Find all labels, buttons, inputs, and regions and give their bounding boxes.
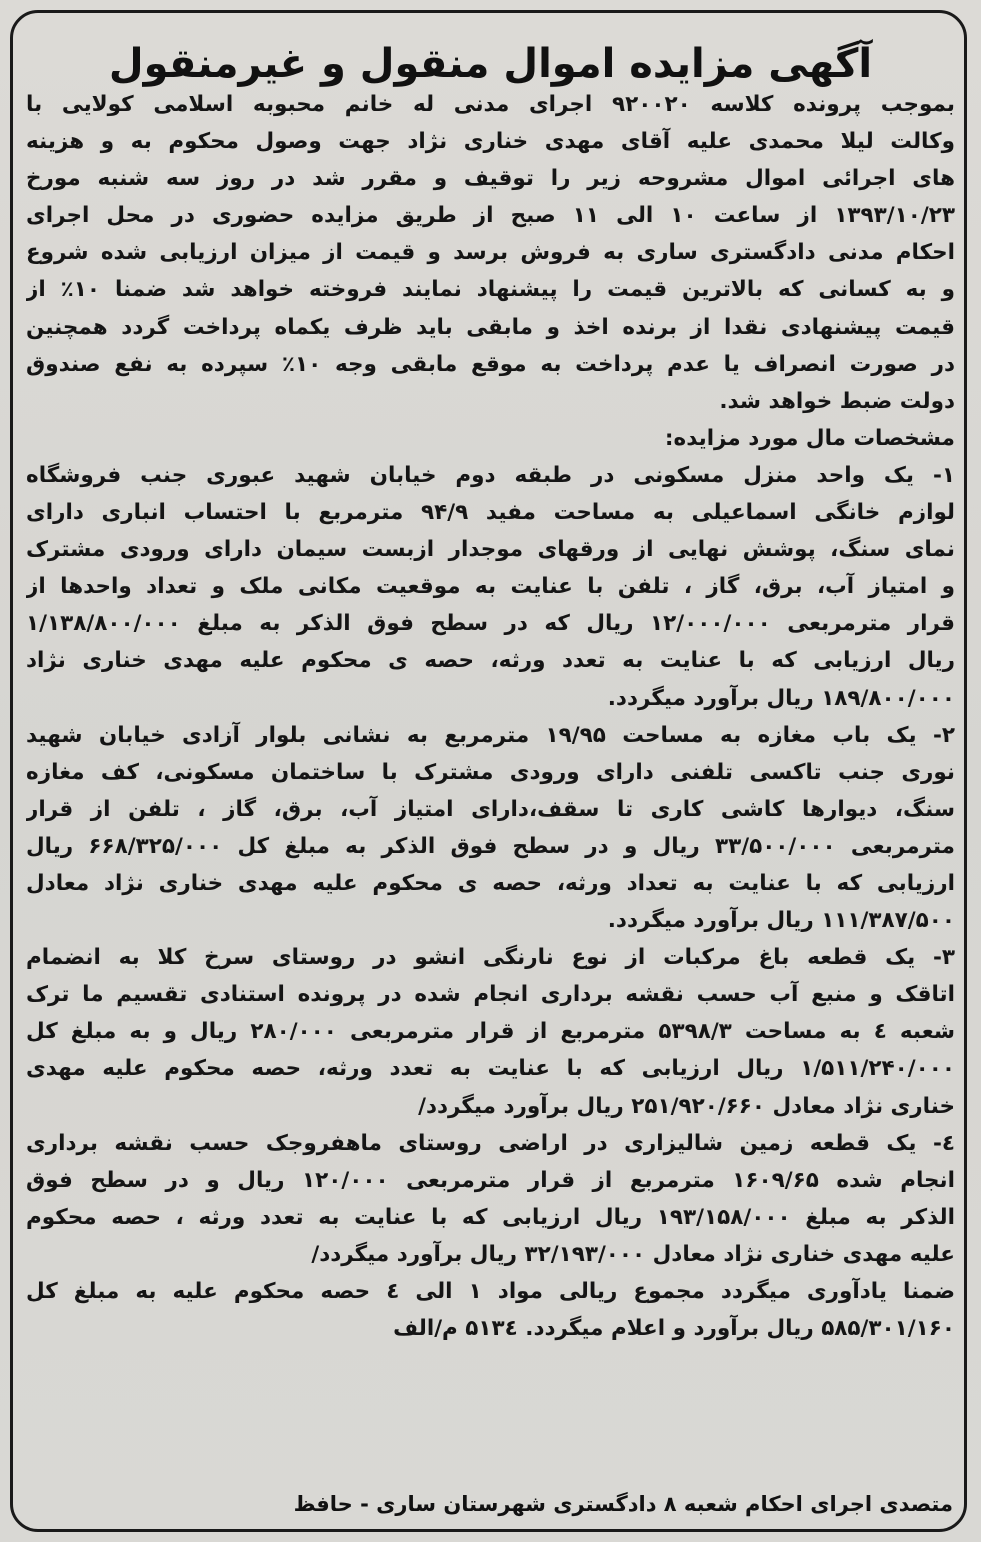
notice-line: ضمنا یادآوری میگردد مجموع ریالی مواد ۱ الی ٤ حصه محکوم علیه به مبلغ کل bbox=[26, 1279, 955, 1304]
notice-line: ۱۳۹۳/۱۰/۲۳ از ساعت ۱۰ الی ۱۱ صبح از طریق مزایده حضوری در محل اجرای bbox=[26, 203, 955, 229]
notice-line: و به کسانی که بالاترین قیمت را پیشنهاد نمایند فروخته خواهد شد ضمنا ۱۰٪ از bbox=[26, 277, 955, 303]
notice-line: مترمربعی ۳۳/۵۰۰/۰۰۰ ریال و در سطح فوق الذکر به مبلغ کل ۶۶۸/۳۲۵/۰۰۰ ریال bbox=[26, 833, 955, 859]
notice-line: ۳- یک قطعه باغ مرکبات از نوع نارنگی انشو در روستای سرخ کلا به انضمام bbox=[26, 945, 955, 971]
notice-line: قرار مترمربعی ۱۲/۰۰۰/۰۰۰ ریال که در سطح فوق الذکر به مبلغ ۱/۱۳۸/۸۰۰/۰۰۰ bbox=[26, 611, 955, 637]
notice-body bbox=[26, 86, 955, 1347]
notice-line: قیمت پیشنهادی نقدا از برنده اخذ و مابقی باید ظرف یکماه پرداخت گردد همچنین bbox=[26, 314, 955, 340]
notice-line: سنگ، دیوارها کاشی کاری تا سقف،دارای امتیاز آب، برق، گاز ، تلفن از قرار bbox=[26, 796, 955, 822]
notice-line: احکام مدنی دادگستری ساری به فروش برسد و قیمت از میزان ارزیابی شده شروع bbox=[26, 240, 955, 266]
notice-line: دولت ضبط خواهد شد. bbox=[719, 388, 955, 414]
notice-line: ۵۸۵/۳۰۱/۱۶۰ ریال برآورد و اعلام میگردد. ۵۱۳٤ م/الف bbox=[393, 1316, 955, 1342]
notice-line: در صورت انصراف یا عدم پرداخت به موقع مابقی وجه ۱۰٪ سپرده به نفع صندوق bbox=[26, 351, 955, 377]
notice-line: شعبه ٤ به مساحت ۵۳۹۸/۳ مترمربع از قرار مترمربعی ۲۸۰/۰۰۰ ریال و به مبلغ کل bbox=[26, 1019, 955, 1045]
notice-line: الذکر به مبلغ ۱۹۳/۱۵۸/۰۰۰ ریال ارزیابی که با عنایت به تعدد ورثه ، حصه محکوم bbox=[26, 1204, 955, 1230]
notice-line: مشخصات مال مورد مزایده: bbox=[664, 425, 955, 451]
notice-line: علیه مهدی خناری نژاد معادل ۳۲/۱۹۳/۰۰۰ ریال برآورد میگردد/ bbox=[311, 1241, 955, 1267]
notice-line: وکالت لیلا محمدی علیه آقای مهدی خناری نژاد جهت وصول محکوم به و هزینه bbox=[26, 129, 955, 155]
notice-line: ۱۸۹/۸۰۰/۰۰۰ ریال برآورد میگردد. bbox=[607, 685, 955, 711]
notice-line: ارزیابی که با عنایت به تعداد ورثه، حصه ی محکوم علیه مهدی خناری نژاد معادل bbox=[26, 870, 955, 896]
notice-line: انجام شده ۱۶۰۹/۶۵ مترمربع از قرار مترمربعی ۱۲۰/۰۰۰ ریال و در سطح فوق bbox=[26, 1167, 955, 1193]
notice-line: ریال ارزیابی که با عنایت به تعدد ورثه، حصه ی محکوم علیه مهدی خناری نژاد bbox=[26, 648, 955, 674]
notice-line: ٤- یک قطعه زمین شالیزاری در اراضی روستای ماهفروجک حسب نقشه برداری bbox=[26, 1130, 955, 1156]
notice-line: و امتیاز آب، برق، گاز ، تلفن با عنایت به موقعیت مکانی ملک و تعداد واحدها از bbox=[26, 574, 955, 600]
notice-signature: متصدی اجرای احکام شعبه ۸ دادگستری شهرستان ساری - حافظ bbox=[293, 1492, 953, 1516]
notice-line: بموجب پرونده کلاسه ۹۲۰۰۲۰ اجرای مدنی له خانم محبوبه اسلامی کولایی با bbox=[26, 92, 955, 117]
notice-line: خناری نژاد معادل ۲۵۱/۹۲۰/۶۶۰ ریال برآورد میگردد/ bbox=[418, 1093, 955, 1119]
notice-line: اتاقک و منبع آب حسب نقشه برداری انجام شده در پرونده استنادی تقسیم ما ترک bbox=[26, 982, 955, 1008]
notice-line: ۱- یک واحد منزل مسکونی در طبقه دوم خیابان شهید عبوری جنب فروشگاه bbox=[26, 462, 955, 488]
notice-line: های اجرائی اموال مشروحه زیر را توقیف و مقرر شد در روز سه شنبه مورخ bbox=[26, 166, 955, 192]
notice-title: آگهی مزایده اموال منقول و غیرمنقول bbox=[108, 41, 873, 87]
notice-line: ۲- یک باب مغازه به مساحت ۱۹/۹۵ مترمربع به نشانی بلوار آزادی خیابان شهید bbox=[26, 722, 955, 748]
notice-line: نمای سنگ، پوشش نهایی از ورقهای موجدار ازبست سیمان دارای ورودی مشترک bbox=[26, 537, 955, 563]
notice-line: نوری جنب تاکسی تلفنی دارای ورودی مشترک با ساختمان مسکونی، کف مغازه bbox=[26, 759, 955, 785]
notice-line: ۱۱۱/۳۸۷/۵۰۰ ریال برآورد میگردد. bbox=[607, 908, 955, 934]
notice-line: لوازم خانگی اسماعیلی به مساحت مفید ۹۴/۹ مترمربع با احتساب انباری دارای bbox=[26, 500, 955, 526]
notice-line: ۱/۵۱۱/۲۴۰/۰۰۰ ریال ارزیابی که با عنایت به تعدد ورثه، حصه محکوم علیه مهدی bbox=[26, 1056, 955, 1082]
